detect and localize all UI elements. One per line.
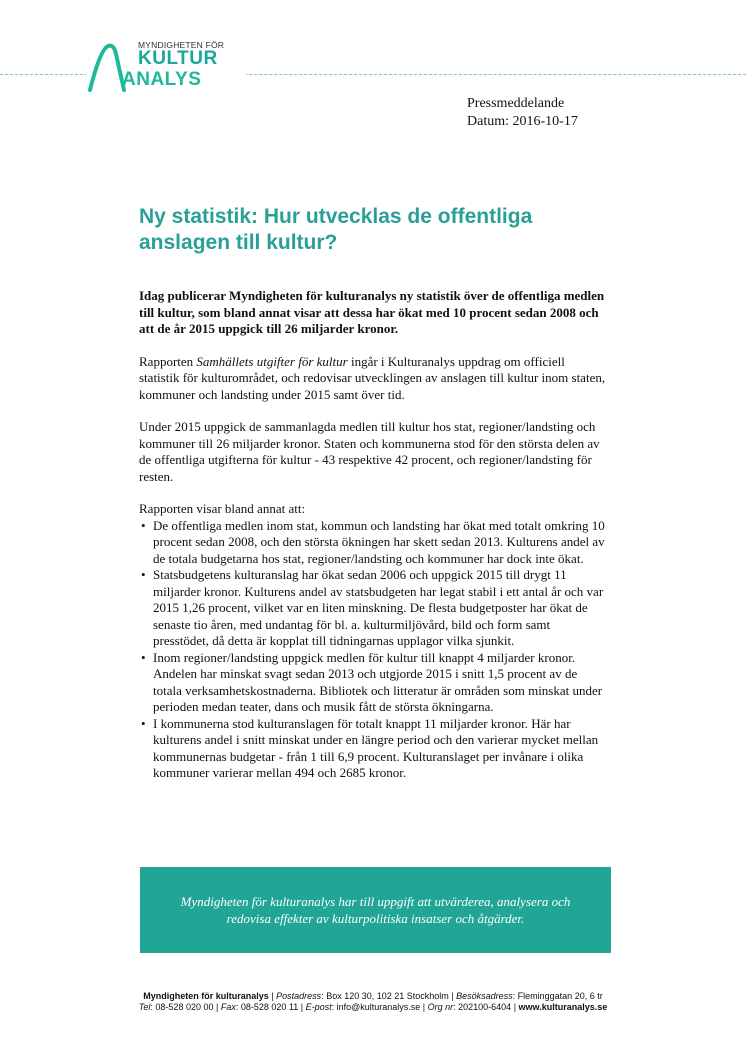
list-intro: Rapporten visar bland annat att: xyxy=(139,501,306,516)
bullet-icon: • xyxy=(141,649,146,665)
footer-postadress: : Box 120 30, 102 21 Stockholm xyxy=(321,991,449,1001)
list-item xyxy=(141,715,607,782)
footer-line-2 xyxy=(0,1002,746,1013)
footer-epost-label: E-post xyxy=(305,1002,332,1012)
kulturanalys-logo xyxy=(86,40,246,96)
footer-sep: | xyxy=(213,1002,221,1012)
footer-fax: : 08-528 020 11 xyxy=(235,1002,299,1012)
logo-line-2: KULTUR xyxy=(138,48,218,69)
page-title: Ny statistik: Hur utvecklas de offentliga anslagen till kultur? xyxy=(139,205,533,254)
footer-besok-label: Besöksadress xyxy=(456,991,513,1001)
footer-sep: | xyxy=(420,1002,428,1012)
page-footer xyxy=(0,991,746,1013)
footer-tel: : 08-528 020 00 xyxy=(150,1002,214,1012)
list-item xyxy=(141,517,607,568)
paragraph-totals: Under 2015 uppgick de sammanlagda medlen till kultur hos stat, regioner/landsting och kommuner till 26 miljarder kronor. Staten och kommunerna stod för den största delen av de offentliga utgifterna för kultur - 43 respektive 42 procent, och regioner/landsting för resten. xyxy=(139,419,600,484)
logo-line-3: ANALYS xyxy=(122,69,202,90)
paragraph-report-after: ingår i Kulturanalys uppdrag om officiell statistik för kulturområdet, och redovisar utvecklingen av anslagen till kultur inom staten, kommuner och landsting under 2015 samt över tid. xyxy=(139,353,606,402)
footer-tel-label: Tel xyxy=(138,1002,151,1012)
lead-paragraph: Idag publicerar Myndigheten för kulturanalys ny statistik över de offentliga medlen till kultur, som bland annat visar att dessa har ökat med 10 procent sedan 2008 och att de år 2015 uppgick till 26 miljarder kronor. xyxy=(139,288,605,336)
paragraph-report-before: Rapporten xyxy=(139,353,197,369)
list-item xyxy=(141,567,607,650)
footer-sep: | xyxy=(298,1002,306,1012)
bullet-icon: • xyxy=(141,715,146,731)
document-type: Pressmeddelande xyxy=(467,96,565,111)
footer-sep: | xyxy=(268,991,277,1001)
findings-list xyxy=(139,518,607,782)
footer-website-link[interactable]: www.kulturanalys.se xyxy=(518,1002,608,1012)
list-item xyxy=(141,649,607,716)
article-body xyxy=(139,288,607,782)
list-item-text: I kommunerna stod kulturanslagen för totalt knappt 11 miljarder kronor. Här har kulturens andel i snitt minskat under en längre period och den varierar mycket mellan kommunernas budgetar - från 1 till 6,9 procent. Kulturanslaget per invånare i olika kommuner varierar mellan 494 och 2685 kronor. xyxy=(153,715,599,780)
footer-orgnr-label: Org nr xyxy=(427,1002,454,1012)
report-title: Samhällets utgifter för kultur xyxy=(196,353,348,369)
footer-epost: : info@kulturanalys.se xyxy=(331,1002,421,1012)
mission-text: Myndigheten för kulturanalys har till uppgift att utvärderea, analysera och redovisa effekter av kulturpolitiska insatser och åtgärder. xyxy=(180,894,571,926)
footer-fax-label: Fax xyxy=(220,1002,236,1012)
mission-banner xyxy=(140,867,611,953)
logo-line-1: MYNDIGHETEN FÖR xyxy=(138,40,225,50)
footer-postadress-label: Postadress xyxy=(276,991,322,1001)
bullet-icon: • xyxy=(141,567,146,582)
footer-sep: | xyxy=(511,1002,519,1012)
list-item-text: De offentliga medlen inom stat, kommun och landsting har ökat med totalt omkring 10 procent sedan 2008, och den största ökningen har skett sedan 2013. Kulturens andel av de totala budgetarna hos stat, regioner/landsting och kommuner har dock inte ökat. xyxy=(153,517,605,566)
bullet-icon: • xyxy=(141,517,146,533)
footer-besok: : Fleminggatan 20, 6 tr xyxy=(512,991,603,1001)
document-date: Datum: 2016-10-17 xyxy=(467,114,578,129)
paragraph-report xyxy=(139,354,607,404)
list-item-text: Inom regioner/landsting uppgick medlen för kultur till knappt 4 miljarder kronor. Andelen har minskat svagt sedan 2013 och utgjorde 2015 i snitt 1,5 procent av de totala verksamhetskostnaderna. Bibliotek och litteratur är områden som minskat under perioden medan teater, dans och musik fått de största ökningarna. xyxy=(153,649,603,714)
list-item-text: Statsbudgetens kulturanslag har ökat sedan 2006 och uppgick 2015 till drygt 11 miljarder kronor. Kulturens andel av statsbudgeten har legat stabil i ett antal år och var 2015 1,26 procent, vilket var en liten minskning. De flesta budgetposter har ökat de senaste tio åren, med undantag för bl. a. kulturmiljövård, bild och form samt presstödet, då detta är kopplat till tidningarnas upplagor vilka sjunkit. xyxy=(153,567,604,648)
footer-org: Myndigheten för kulturanalys xyxy=(143,991,269,1001)
footer-sep: | xyxy=(448,991,457,1001)
footer-orgnr: : 202100-6404 xyxy=(453,1002,512,1012)
document-meta xyxy=(467,95,578,131)
footer-line-1 xyxy=(0,991,746,1002)
